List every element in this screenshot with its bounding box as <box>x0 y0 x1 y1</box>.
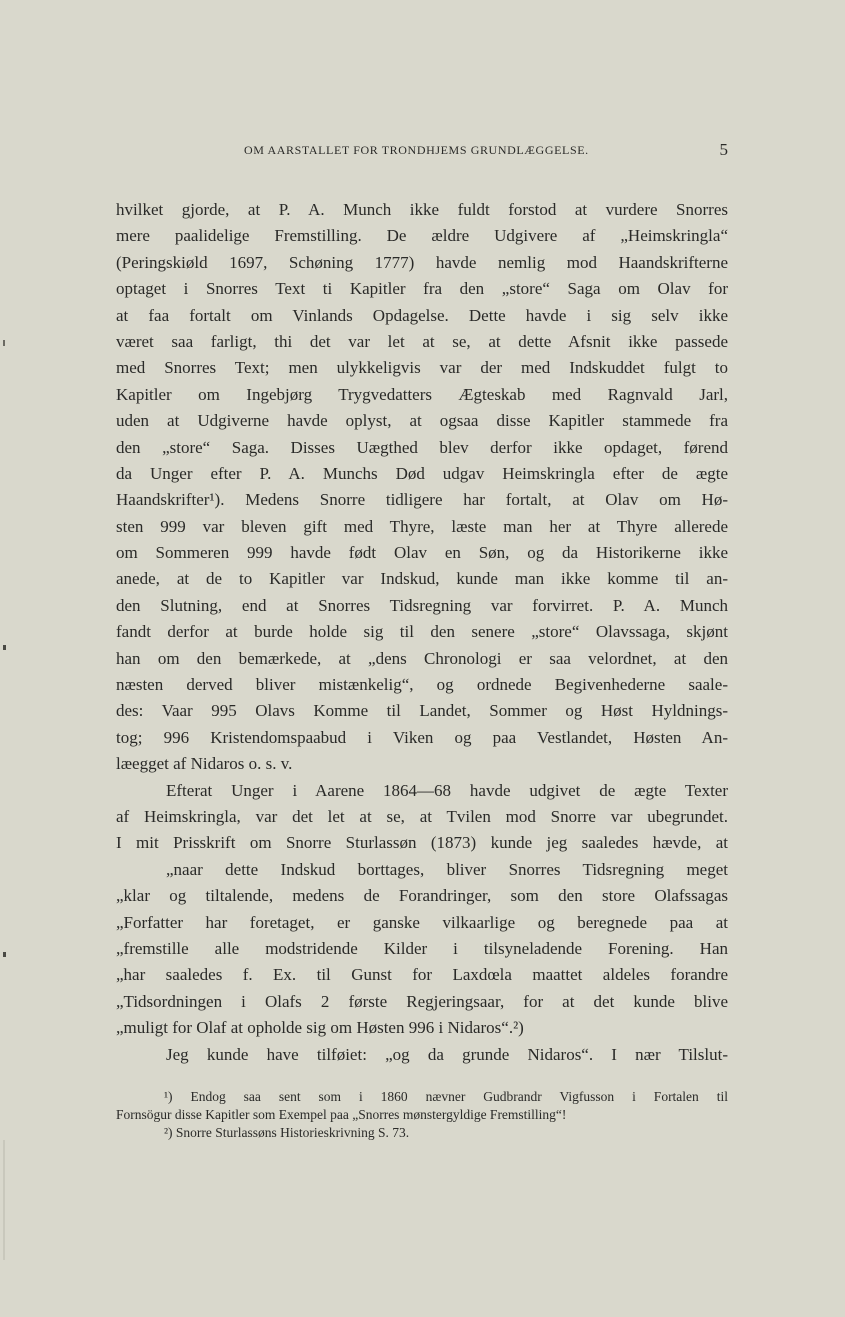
text-line: næsten derved bliver mistænkelig“, og ordnede Begivenhederne saale- <box>116 675 728 695</box>
text-line: hvilket gjorde, at P. A. Munch ikke fuldt forstod at vurdere Snorres <box>116 200 728 219</box>
text-line: sten 999 var bleven gift med Thyre, læste man her at Thyre allerede <box>116 516 728 536</box>
page-edge-shadow <box>3 1140 5 1260</box>
running-head: OM AARSTALLET FOR TRONDHJEMS GRUNDLÆGGELSE. <box>244 143 589 157</box>
text-line: været saa farligt, thi det var let at se, at dette Afsnit ikke passede <box>116 331 728 351</box>
text-line: (Peringskiøld 1697, Schøning 1777) havde nemlig mod Haandskrifterne <box>116 252 728 272</box>
quote-line: „muligt for Olaf at opholde sig om Høsten 996 i Nidaros“.²) <box>116 1018 524 1038</box>
footnote-line: Fornsögur disse Kapitler som Exempel paa „Snorres mønstergyldige Fremstilling“! <box>116 1107 567 1122</box>
text-line: læegget af Nidaros o. s. v. <box>116 754 293 774</box>
text-line: den „store“ Saga. Disses Uægthed blev derfor ikke opdaget, førend <box>116 437 728 457</box>
text-line: tog; 996 Kristendomspaabud i Viken og paa Vestlandet, Høsten An- <box>116 727 728 747</box>
text-line: han om den bemærkede, at „dens Chronologi er saa velordnet, at den <box>116 648 728 668</box>
text-line: Efterat Unger i Aarene 1864—68 havde udgivet de ægte Texter <box>166 780 728 800</box>
text-line: des: Vaar 995 Olavs Komme til Landet, Sommer og Høst Hyldnings- <box>116 701 728 721</box>
quote-line: „Tidsordningen i Olafs 2 første Regjeringsaar, for at det kunde blive <box>116 991 728 1011</box>
body-text <box>116 197 728 1068</box>
text-line: mere paalidelige Fremstilling. De ældre Udgivere af „Heimskringla“ <box>116 226 728 246</box>
text-line: den Slutning, end at Snorres Tidsregning var forvirret. P. A. Munch <box>116 595 728 615</box>
text-line: fandt derfor at burde holde sig til den senere „store“ Olavssaga, skjønt <box>116 622 728 642</box>
text-line: at faa fortalt om Vinlands Opdagelse. Dette havde i sig selv ikke <box>116 305 728 325</box>
page-header <box>116 140 728 160</box>
page-number: 5 <box>719 140 728 159</box>
text-line: af Heimskringla, var det let at se, at Tvilen mod Snorre var ubegrundet. <box>116 806 728 826</box>
quote-line: „Forfatter har foretaget, er ganske vilkaarlige og beregnede paa at <box>116 912 728 932</box>
text-line: I mit Prisskrift om Snorre Sturlassøn (1873) kunde jeg saaledes hævde, at <box>116 833 728 853</box>
text-line: anede, at de to Kapitler var Indskud, kunde man ikke komme til an- <box>116 569 728 589</box>
text-line: Kapitler om Ingebjørg Trygvedatters Ægteskab med Ragnvald Jarl, <box>116 384 728 404</box>
footnote-line: ¹) Endog saa sent som i 1860 nævner Gudbrandr Vigfusson i Fortalen til <box>164 1089 728 1104</box>
text-line: uden at Udgiverne havde oplyst, at ogsaa disse Kapitler stammede fra <box>116 411 728 431</box>
text-line: med Snorres Text; men ulykkeligvis var der med Indskuddet fulgt to <box>116 358 728 378</box>
footnote-line: ²) Snorre Sturlassøns Historieskrivning S. 73. <box>164 1125 410 1140</box>
text-line: da Unger efter P. A. Munchs Død udgav Heimskringla efter de ægte <box>116 463 728 483</box>
footnotes <box>116 1088 728 1142</box>
text-line: Haandskrifter¹). Medens Snorre tidligere har fortalt, at Olav om Hø- <box>116 490 728 510</box>
quote-line: „fremstille alle modstridende Kilder i tilsyneladende Forening. Han <box>116 938 728 958</box>
quote-line: „klar og tiltalende, medens de Forandringer, som den store Olafssagas <box>116 886 728 906</box>
text-line: optaget i Snorres Text ti Kapitler fra den „store“ Saga om Olav for <box>116 279 728 299</box>
quote-line: „har saaledes f. Ex. til Gunst for Laxdœla maattet aldeles forandre <box>116 965 728 985</box>
text-line: Jeg kunde have tilføiet: „og da grunde Nidaros“. I nær Tilslut- <box>166 1044 728 1064</box>
page-edge-mark <box>3 645 6 650</box>
page-edge-shadow <box>3 340 5 346</box>
page-edge-mark <box>3 952 6 957</box>
text-line: om Sommeren 999 havde født Olav en Søn, og da Historikerne ikke <box>116 543 728 563</box>
quote-line: „naar dette Indskud borttages, bliver Snorres Tidsregning meget <box>166 859 728 879</box>
